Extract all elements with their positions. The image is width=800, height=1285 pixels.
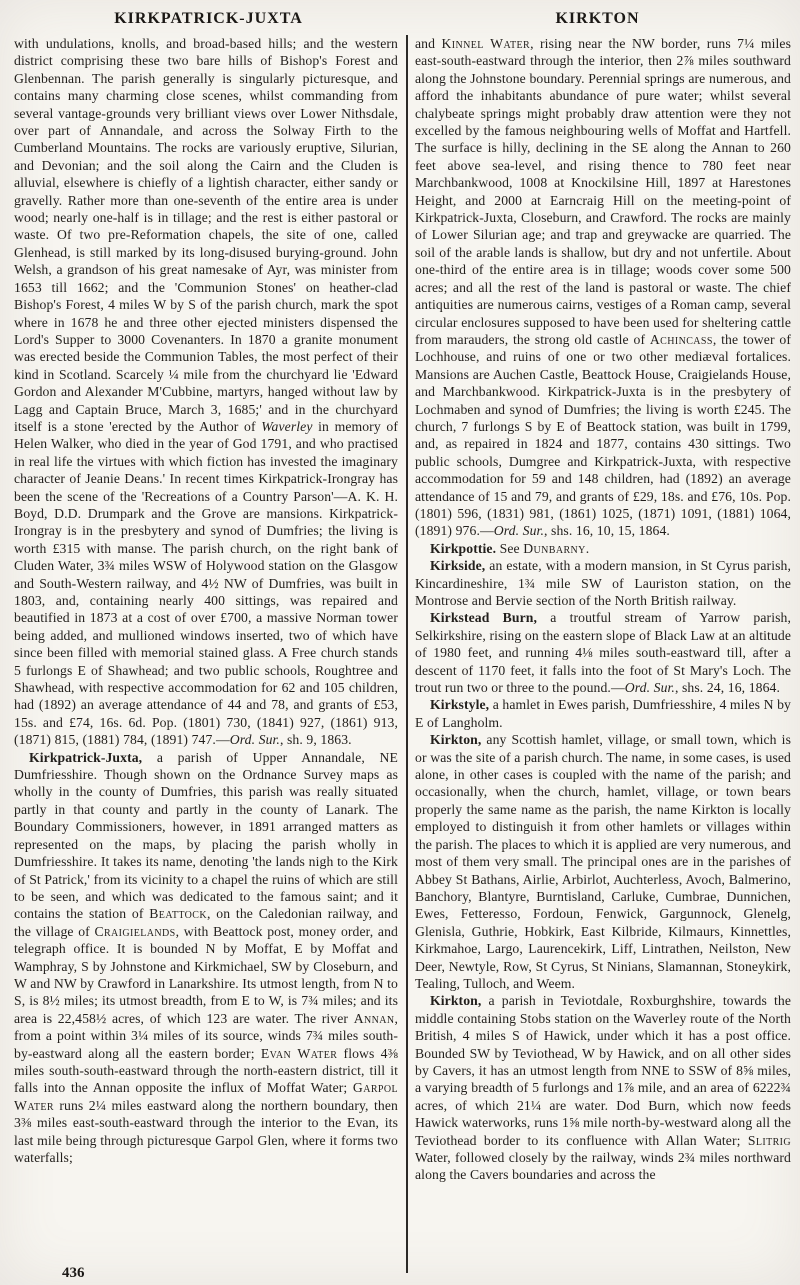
paragraph [415,557,791,609]
italic-text: Ord. Sur. [493,523,544,539]
entry-name: Kirkton, [430,732,482,748]
running-head-right: KIRKTON [555,10,640,27]
text-run: an estate, with a modern mansion, in St Cyrus parish, Kincardineshire, 1¾ mile SW of Lauriston station, on the Montrose and Bervie section of the North British railway. [415,558,791,608]
paragraph [415,35,791,540]
text-run: a troutful stream of Yarrow parish, Selkirkshire, rising on the eastern slope of Black Law at an altitude of 1980 feet, and running 4⅛ miles south-eastward till, after a descent of 1170 feet, it falls into the foot of St Mary's Loch. The trout run two or three to the pound.— [415,610,791,696]
text-columns [14,35,792,1273]
text-run: runs 2¼ miles eastward along the northern boundary, then 3⅜ miles east-south-eastward through the interior to the Evan, its last mile being through picturesque Garpol Glen, where it forms two waterfalls; [14,1097,398,1165]
text-run: a parish in Teviotdale, Roxburghshire, towards the middle containing Stobs station on the Waverley route of the North British, 4 miles S of Hawick, under which it has a post office. Bounded SW by Teviothead, W by Hawick, and on all other sides by Cavers, it has an utmost length from NNE to SSW of 8⅝ miles, a varying breadth of 5 furlongs and 1⅞ mile, and an area of 6222¾ acres, of which 21¼ are water. Dod Burn, which now feeds Hawick waterworks, runs 1⅝ mile north-by-westward along all the Teviothead border to its confluence with Allan Water; [415,993,791,1148]
text-run: , from a point within 3¼ miles of its source, winds 7¾ miles south-by-eastward along all the eastern border; [14,1010,398,1061]
italic-text: Waverley [261,418,313,434]
entry-name: Kirkpottie. [430,540,497,556]
italic-text: Ord. Sur. [624,680,675,696]
paragraph [14,749,398,1167]
entry-name: Kirkton, [430,993,482,1009]
page-number: 436 [62,1265,85,1281]
text-run: a hamlet in Ewes parish, Dumfriesshire, 4 miles N by E of Langholm. [415,697,791,730]
small-caps-name: Beattock [149,906,207,922]
text-run: , rising near the NW border, runs 7¼ miles east-south-eastward through the interior, then 2⅞ miles southward along the Johnstone boundary. Perennial springs are numerous, and afford the inhabitants abundance of pure water; whilst several chalybeate springs might probably draw attention were they not excelled by the famous neighbouring wells of Moffat and Hartfell. The surface is hilly, declining in the SE along the Annan to 260 feet above sea-level, and rising thence to 780 feet near Marchbankwood, 1008 at Knockilsine Hill, 1897 at Harestones Height, and 2000 at Earncraig Hill on the meeting-point of Kirkpatrick-Juxta, Closeburn, and Crawford. The rocks are mainly of Lower Silurian age; and trap and greywacke are quarried. The soil of the arable lands is shallow, but dry and not unfertile. About one-third of the entire area is in tillage; woods cover some 500 acres; and all the rest of the land is pastoral or waste. The chief antiquities are numerous cairns, vestiges of a Roman camp, several circular enclosures supposed to have been used for sheltering cattle from marauders, the strong old castle of [415,36,791,347]
paragraph [415,992,791,1183]
small-caps-name: Kinnel Water [441,36,531,51]
text-run: , with Beattock post, money order, and telegraph office. It is bounded N by Moffat, E by Moffat and Wamphray, S by Johnstone and Kirkmichael, SW by Closeburn, and W and NW by Crawford in Lanarkshire. Its utmost length, from N to S, is 8½ miles; its utmost breadth, from E to W, is 7¾ miles; and its area is 22,458½ acres, of which 123 are water. The river [14,923,398,1026]
entry-name: Kirkstyle, [430,697,490,713]
italic-text: Ord. Sur. [229,732,280,748]
column-right [415,35,791,1273]
small-caps-name: Slitrig [747,1132,791,1148]
entry-name: Kirkside, [430,558,486,574]
text-run: any Scottish hamlet, village, or small town, which is or was the site of a parish church. The name, in some cases, is used alone, in other cases is coupled with the name of the parish; and occasionally, when the church, hamlet, village, or town bears properly the same name as the parish, the name Kirkton is locally employed to distinguish it from other hamlets or villages within the parish. The places to which it is applied are very numerous, and most of them very small. The principal ones are in the parishes of Abbey St Bathans, Airlie, Arbirlot, Auchterless, Avoch, Balmerino, Banchory, Blantyre, Burntisland, Carluke, Cumbrae, Dunnichen, Ewes, Fetteresso, Fordoun, Fenwick, Gargunnock, Glenelg, Glenisla, Guthrie, Hobkirk, East Kilbride, Kilmaurs, Kinnettles, Kirkmahoe, Largo, Laurencekirk, Liff, Lintrathen, Neilston, New Deer, Newtyle, Row, St Cyrus, St Ninians, Slamannan, Stoneykirk, Tealing, Tulloch, and Weem. [415,732,791,991]
paragraph [14,35,398,749]
small-caps-name: Dunbarny [523,540,586,556]
entry-name: Kirkstead Burn, [430,610,537,626]
text-run: , the tower of Lochhouse, and ruins of one or two other mediæval fortalices. Mansions are Auchen Castle, Beattock House, Craigielands House, and Marchbankwood. Kirkpatrick-Juxta is in the presbytery of Lochmaben and synod of Dumfries; the living is worth £245. The church, 7 furlongs S by E of Beattock station, was built in 1799, and, as repaired in 1824 and 1877, contains 430 sittings. Two public schools, Dumgree and Kirkpatrick-Juxta, with respective accommodation for 59 and 148 children, had (1892) an average attendance of 15 and 79, and grants of £29, 18s. and £76, 10s. Pop. (1801) 596, (1831) 981, (1861) 1025, (1871) 1091, (1881) 1064, (1891) 976.— [415,331,791,539]
small-caps-name: Evan Water [260,1045,338,1061]
text-run: a parish of Upper Annandale, NE Dumfriesshire. Though shown on the Ordnance Survey maps as wholly in the county of Dumfries, this parish was really situated partly in that county and partly in the county of Lanark. The Boundary Commissioners, however, in 1891 arranged matters as represented on the maps, by placing the parish wholly in Dumfriesshire. It takes its name, denoting 'the lands nigh to the Kirk of St Patrick,' from its vicinity to a chapel the ruins of which are still to be seen, and which was dedicated to the famous saint; and it contains the station of [14,749,398,922]
running-head-left: KIRKPATRICK-JUXTA [114,10,303,27]
paragraph [415,609,791,696]
text-run: , on the Caledonian railway, and the village of [14,906,398,939]
text-run: flows 4⅜ miles south-south-eastward through the north-eastern district, till it falls into the Annan opposite the influx of Moffat Water; [14,1045,398,1096]
text-run: with undulations, knolls, and broad-based hills; and the western district comprising these two bare hills of Bishop's Forest and Glenbennan. The parish generally is singularly picturesque, and contains many charming close scenes, whilst commanding from several vantage-grounds very brilliant views over Lower Nithsdale, over part of Annandale, and across the Solway Firth to the Cumberland Mountains. The rocks are variously eruptive, Silurian, and Devonian; and the soil along the Cairn and the Cluden is alluvial, elsewhere is chiefly of a lightish character, either sandy or gravelly. Rather more than one-seventh of the entire area is under wood; nearly one-half is in tillage; and the rest is either pastoral or waste. Of two pre-Reformation chapels, the site of one, called Glenhead, is still marked by its long-disused burying-ground. John Welsh, a grandson of his great namesake of Ayr, was minister from 1653 till 1662; and the 'Communion Stones' on heather-clad Bishop's Forest, 4 miles W by S of the parish church, mark the spot where in 1678 he and three other ejected ministers dispensed the Lord's Supper to 3000 Covenanters. In 1870 a granite monument was erected beside the Communion Tables, the most perfect of their kind in Scotland. Scarcely ¼ mile from the churchyard lie 'Edward Gordon and Alexander M'Cubbine, martyrs, hanged without law by Lagg and Captain Bruce, March 3, 1685;' and in the churchyard itself is a stone 'erected by the Author of [14,36,398,434]
column-divider [406,35,408,1273]
running-heads [14,10,792,28]
paragraph [415,540,791,557]
small-caps-name: Annan [353,1010,395,1026]
column-left [14,35,398,1273]
text-run: , sh. 9, 1863. [279,732,352,748]
text-run: , shs. 24, 16, 1864. [674,680,780,696]
text-run: See [496,540,524,556]
small-caps-name: Garpol Water [14,1080,398,1113]
paragraph [415,696,791,731]
paragraph [415,731,791,992]
text-run: and [415,36,442,51]
small-caps-name: Achincass [649,331,713,347]
small-caps-name: Craigielands [94,923,176,939]
text-run: Water, followed closely by the railway, winds 2¾ miles northward along the Cavers boundaries and across the [415,1150,791,1183]
text-run: in memory of Helen Walker, who died in the year of God 1791, and who practised in real life the virtues with which fiction has invested the imaginary character of Jeanie Deans.' In recent times Kirkpatrick-Irongray has been the scene of the 'Recreations of a Country Parson'—A. K. H. Boyd, D.D. Drumpark and the Grove are mansions. Kirkpatrick-Irongray is in the presbytery and synod of Dumfries; the living is worth £315 with manse. The parish church, on the right bank of Cluden Water, 3¾ miles WSW of Holywood station on the Glasgow and South-Western railway, and 4½ NW of Dumfries, was built in 1803, and, containing nearly 400 sittings, was repaired and beautified in 1873 at a cost of over £700, a massive Norman tower being added, and mullioned windows inserted, two of which have since been filled with memorial stained glass. A Free church stands 5 furlongs E of Shawhead; and two public schools, Roughtree and Shawhead, with respective accommodation for 62 and 105 children, had (1892) an average attendance of 44 and 78, and grants of £53, 15s. and £74, 16s. 6d. Pop. (1801) 730, (1841) 927, (1861) 913, (1871) 815, (1881) 784, (1891) 747.— [14,418,398,748]
entry-name: Kirkpatrick-Juxta, [29,749,143,765]
text-run: , shs. 16, 10, 15, 1864. [543,523,670,539]
text-run: . [585,540,590,556]
